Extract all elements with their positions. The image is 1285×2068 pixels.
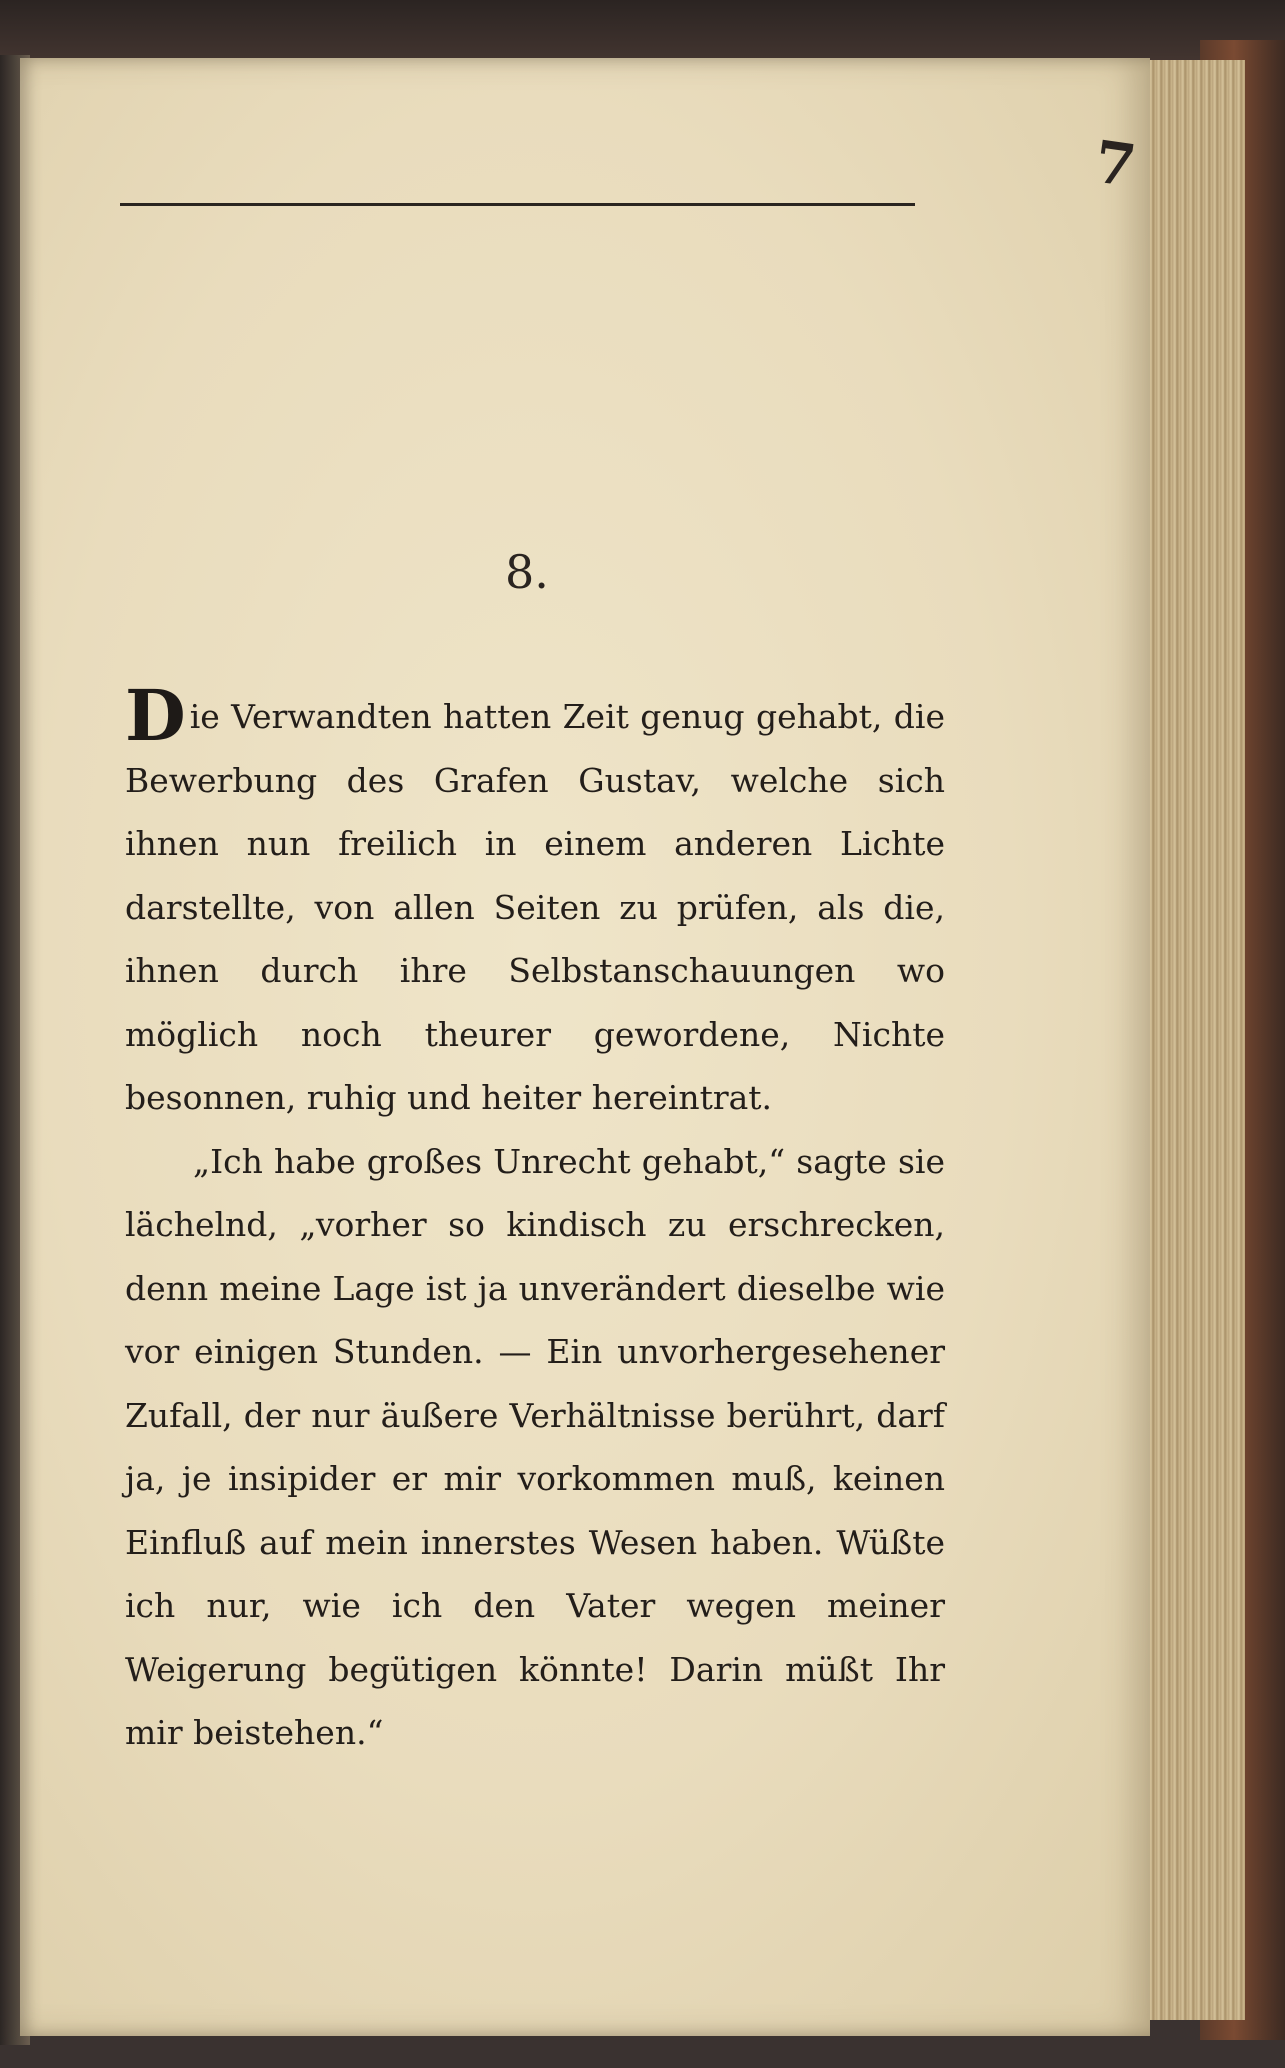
chapter-number: 8. (505, 545, 549, 599)
drop-cap: D (125, 674, 186, 757)
paragraph (125, 674, 945, 1130)
body-text (125, 674, 945, 1765)
page-number: 7 (1090, 127, 1140, 201)
header-rule (120, 203, 915, 206)
paragraph (125, 1130, 945, 1765)
paragraph-text: ie Verwandten hatten Zeit genug gehabt, die Bewerbung des Grafen Gustav, welche sich ihnen nun freilich in einem anderen Lichte darstellte, von allen Seiten zu prüfen, als die, ihnen durch ihre Selbstanschauungen wo möglich noch theurer gewordene, Nichte besonnen, ruhig und heiter hereintrat. (125, 697, 945, 1117)
paragraph-text: „Ich habe großes Unrecht gehabt,“ sagte sie lächelnd, „vorher so kindisch zu erschrecken, denn meine Lage ist ja unverändert dieselbe wie vor einigen Stunden. — Ein unvorhergesehener Zufall, der nur äußere Verhältnisse berührt, darf ja, je insipider er mir vorkommen muß, keinen Einfluß auf mein innerstes Wesen haben. Wüßte ich nur, wie ich den Vater wegen meiner Weigerung begütigen könnte! Darin müßt Ihr mir beistehen.“ (125, 1141, 945, 1752)
page-edges (1140, 60, 1245, 2020)
